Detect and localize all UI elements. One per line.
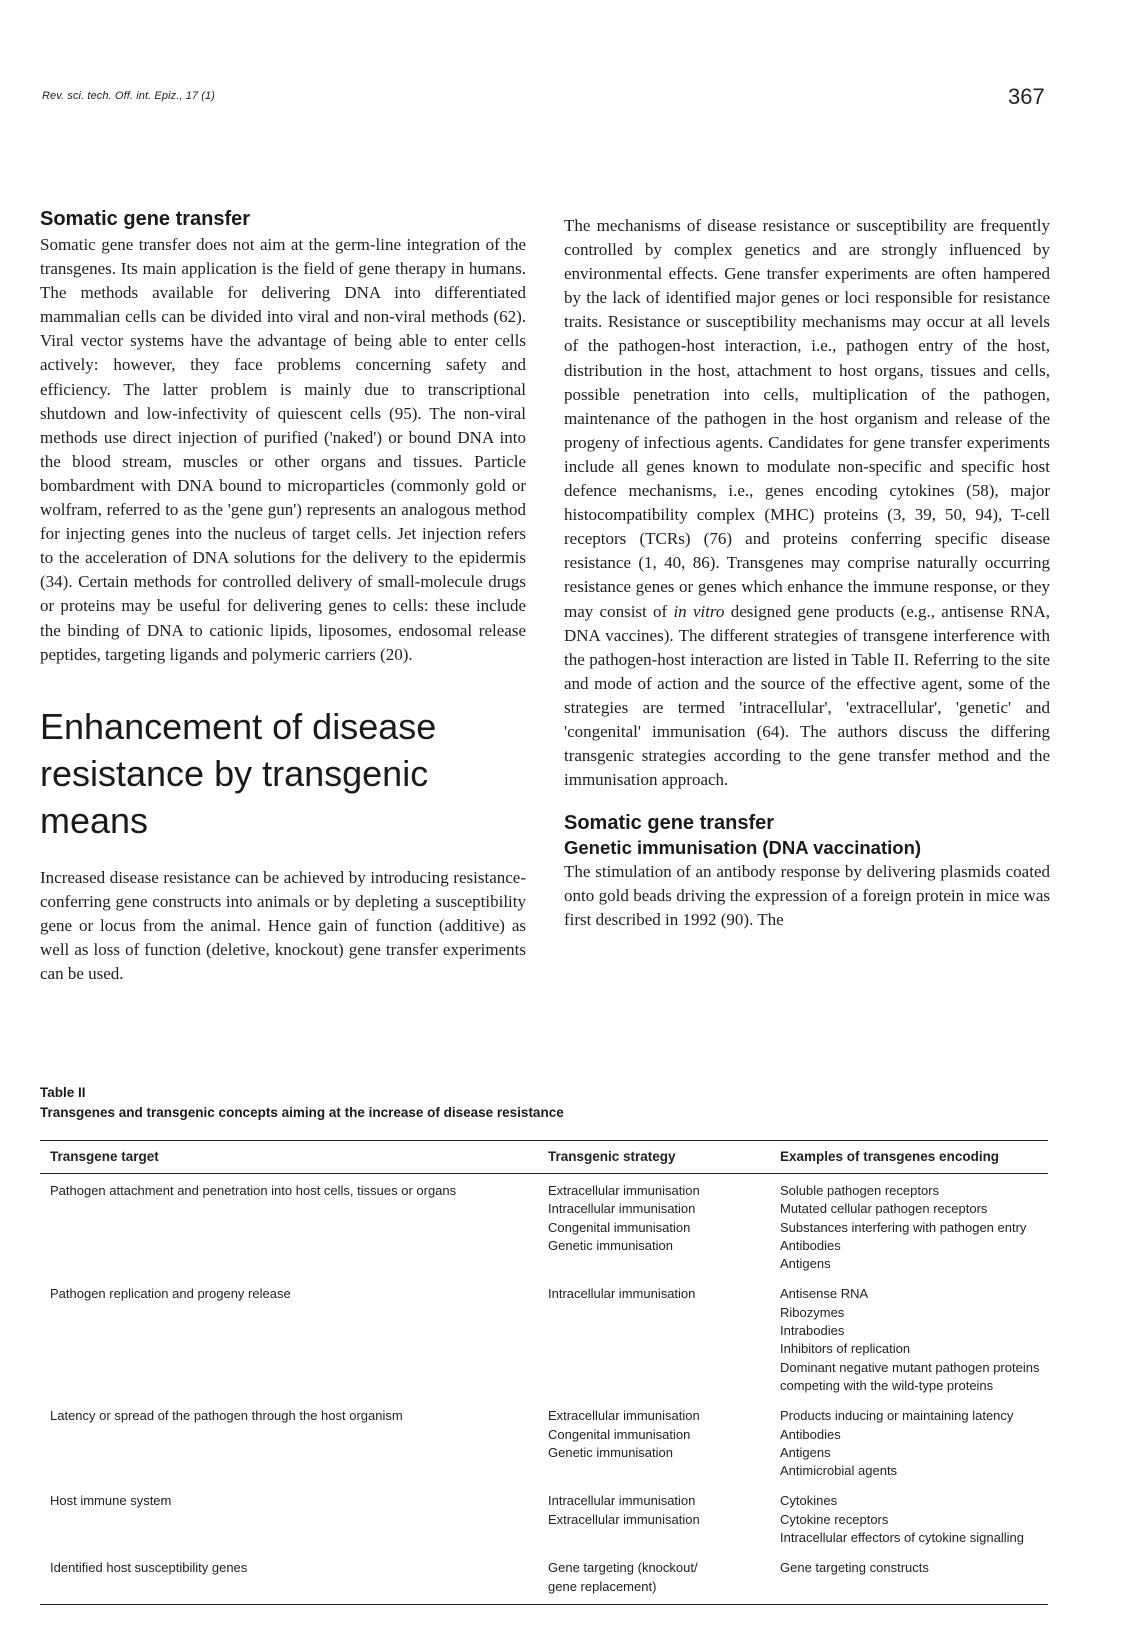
table-cell-line: Extracellular immunisation: [548, 1183, 700, 1198]
table-cell-line: Mutated cellular pathogen receptors: [780, 1201, 988, 1217]
table-row: [40, 1273, 1048, 1395]
table-cell-line: Substances interfering with pathogen entry: [780, 1219, 1027, 1235]
mechanisms-text: The mechanisms of disease resistance or susceptibility are frequently controlled by complex genetics and are strongly influenced by environmental effects. Gene transfer experiments are often hampered by the lack of identified major genes or loci responsible for resistance traits. Resistance or susceptibility mechanisms may occur at all levels of the pathogen-host interaction, i.e., pathogen entry of the host, distribution in the host, attachment to host organs, tissues and cells, possible penetration into cells, multiplication of the pathogen, maintenance of the pathogen in the host organism and release of the progeny of infectious agents. Candidates for gene transfer experiments include all genes known to modulate non-specific and specific host defence mechanisms, i.e., genes encoding cytokines (58), major histocompatibility complex (MHC) proteins (3, 39, 50, 94), T-cell receptors (TCRs) (76) and proteins conferring specific disease resistance (1, 40, 86). Transgenes may comprise naturally occurring resistance genes or genes which enhance the immune response, or they may consist of: [564, 216, 1050, 621]
transgenic-strategy-cell: [548, 1182, 780, 1273]
transgenic-strategy-cell: [548, 1285, 780, 1395]
table-cell-line: Antibodies: [780, 1426, 841, 1442]
transgenic-strategy-cell: [548, 1492, 780, 1547]
table-cell-line: Dominant negative mutant pathogen proteins: [780, 1359, 1040, 1375]
section-subheading: Somatic gene transfer: [40, 208, 251, 230]
table-cell-line: Antimicrobial agents: [780, 1463, 898, 1479]
table-cell-line: Intracellular immunisation: [548, 1201, 696, 1217]
transgene-examples-cell: [780, 1492, 1048, 1547]
section-subheading: Somatic gene transfer: [564, 812, 775, 835]
genetic-immunisation-subheading: Genetic immunisation (DNA vaccination): [564, 837, 922, 859]
table-cell-line: Inhibitors of replication: [780, 1341, 911, 1357]
table-row: [40, 1395, 1048, 1480]
mechanisms-text-end: designed gene products (e.g., antisense RNA, DNA vaccines). The different strategies of transgene interference with the pathogen-host interaction are listed in Table II. Referring to the site and mode of action and the source of the effective agent, some of the strategies are termed 'intracellular', 'extracellular', 'genetic' and 'congenital' immunisation (64). The authors discuss the differing transgenic strategies according to the gene transfer method and the immunisation approach.: [564, 601, 1050, 790]
transgene-table: [40, 1140, 1048, 1605]
table-header-cell: Examples of transgenes encoding: [780, 1149, 1000, 1164]
transgene-examples-cell: [780, 1559, 1048, 1596]
transgene-target-cell: [40, 1182, 548, 1273]
table-body: [40, 1174, 1048, 1596]
transgene-examples-cell: [780, 1285, 1048, 1395]
right-column: [564, 214, 1050, 933]
transgene-examples-cell: [780, 1182, 1048, 1273]
left-column: [40, 208, 526, 986]
table-cell-line: Extracellular immunisation: [548, 1511, 700, 1527]
transgene-target-cell: [40, 1285, 548, 1395]
table-cell-line: Extracellular immunisation: [548, 1408, 700, 1424]
section-heading-line-1: Enhancement of disease: [40, 705, 437, 747]
table-caption: [40, 1083, 564, 1123]
table-cell-line: Host immune system: [50, 1493, 172, 1509]
journal-citation: Rev. sci. tech. Off. int. Epiz., 17 (1): [42, 90, 216, 102]
transgene-target-cell: [40, 1492, 548, 1547]
table-header-row: [40, 1141, 1048, 1173]
table-cell-line: Genetic immunisation: [548, 1237, 673, 1253]
table-header-cell: Transgene target: [50, 1149, 159, 1164]
transgene-examples-cell: [780, 1407, 1048, 1480]
table-cell-line: gene replacement): [548, 1578, 657, 1594]
table-cell-line: Pathogen replication and progeny release: [50, 1286, 291, 1302]
table-cell-line: Congenital immunisation: [548, 1219, 691, 1235]
table-cell-line: Identified host susceptibility genes: [50, 1560, 248, 1576]
table-cell-line: Antigens: [780, 1444, 831, 1460]
transgene-target-cell: [40, 1407, 548, 1480]
table-cell-line: Antigens: [780, 1256, 831, 1272]
table-header-cell: Transgenic strategy: [548, 1149, 676, 1164]
table-cell-line: Latency or spread of the pathogen through the host organism: [50, 1408, 403, 1424]
table-cell-line: Intracellular immunisation: [548, 1286, 696, 1302]
table-cell-line: Pathogen attachment and penetration into host cells, tissues or organs: [50, 1183, 457, 1198]
table-title: Transgenes and transgenic concepts aiming at the increase of disease resistance: [40, 1105, 564, 1120]
mechanisms-paragraph: [564, 214, 1050, 792]
table-cell-line: Cytokine receptors: [780, 1511, 889, 1527]
table-row: [40, 1174, 1048, 1273]
table-cell-line: Gene targeting (knockout/: [548, 1560, 698, 1576]
table-cell-line: Ribozymes: [780, 1304, 845, 1320]
table-cell-line: Cytokines: [780, 1493, 838, 1509]
table-cell-line: Intracellular effectors of cytokine signalling: [780, 1530, 1024, 1546]
table-cell-line: Intrabodies: [780, 1323, 845, 1339]
section-heading: [40, 703, 526, 844]
table-cell-line: competing with the wild-type proteins: [780, 1377, 994, 1393]
section-heading-line-2: resistance by transgenic means: [40, 752, 429, 841]
page-number: 367: [1008, 84, 1045, 109]
mechanisms-italic-term: in vitro: [673, 601, 725, 621]
somatic-gene-transfer-paragraph: Somatic gene transfer does not aim at the germ-line integration of the transgenes. Its main application is the field of gene therapy in humans. The methods available for delivering DNA into differentiated mammalian cells can be divided into viral and non-viral methods (62). Viral vector systems have the advantage of being able to enter cells actively: however, they face problems concerning safety and efficiency. The latter problem is mainly due to transcriptional shutdown and low-infectivity of quiescent cells (95). The non-viral methods use direct injection of purified ('naked') or bound DNA into the blood stream, muscles or other organs and tissues. Particle bombardment with DNA bound to microparticles (commonly gold or wolfram, referred to as the 'gene gun') represents an analogous method for injecting genes into the nucleus of target cells. Jet injection refers to the acceleration of DNA solutions for the delivery to the epidermis (34). Certain methods for controlled delivery of small-molecule drugs or proteins may be useful for delivering genes to cells: these include the binding of DNA to cationic lipids, liposomes, endosomal release peptides, targeting ligands and polymeric carriers (20).: [40, 235, 526, 664]
table-cell-line: Products inducing or maintaining latency: [780, 1408, 1014, 1424]
table-row: [40, 1480, 1048, 1547]
table-cell-line: Genetic immunisation: [548, 1444, 673, 1460]
table-label: Table II: [40, 1085, 86, 1100]
table-cell-line: Antibodies: [780, 1237, 841, 1253]
table-row: [40, 1547, 1048, 1596]
table-cell-line: Congenital immunisation: [548, 1426, 691, 1442]
genetic-immunisation-paragraph: The stimulation of an antibody response by delivering plasmids coated onto gold beads driving the expression of a foreign protein in mice was first described in 1992 (90). The: [564, 862, 1050, 930]
table-cell-line: Soluble pathogen receptors: [780, 1183, 940, 1198]
transgene-target-cell: [40, 1559, 548, 1596]
disease-resistance-paragraph: Increased disease resistance can be achieved by introducing resistance-conferring gene constructs into animals or by depleting a susceptibility gene or locus from the animal. Hence gain of function (additive) as well as loss of function (deletive, knockout) gene transfer experiments can be used.: [40, 867, 526, 984]
table-cell-line: Gene targeting constructs: [780, 1560, 929, 1576]
transgenic-strategy-cell: [548, 1407, 780, 1480]
table-cell-line: Antisense RNA: [780, 1286, 869, 1302]
transgenic-strategy-cell: [548, 1559, 780, 1596]
table-cell-line: Intracellular immunisation: [548, 1493, 696, 1509]
